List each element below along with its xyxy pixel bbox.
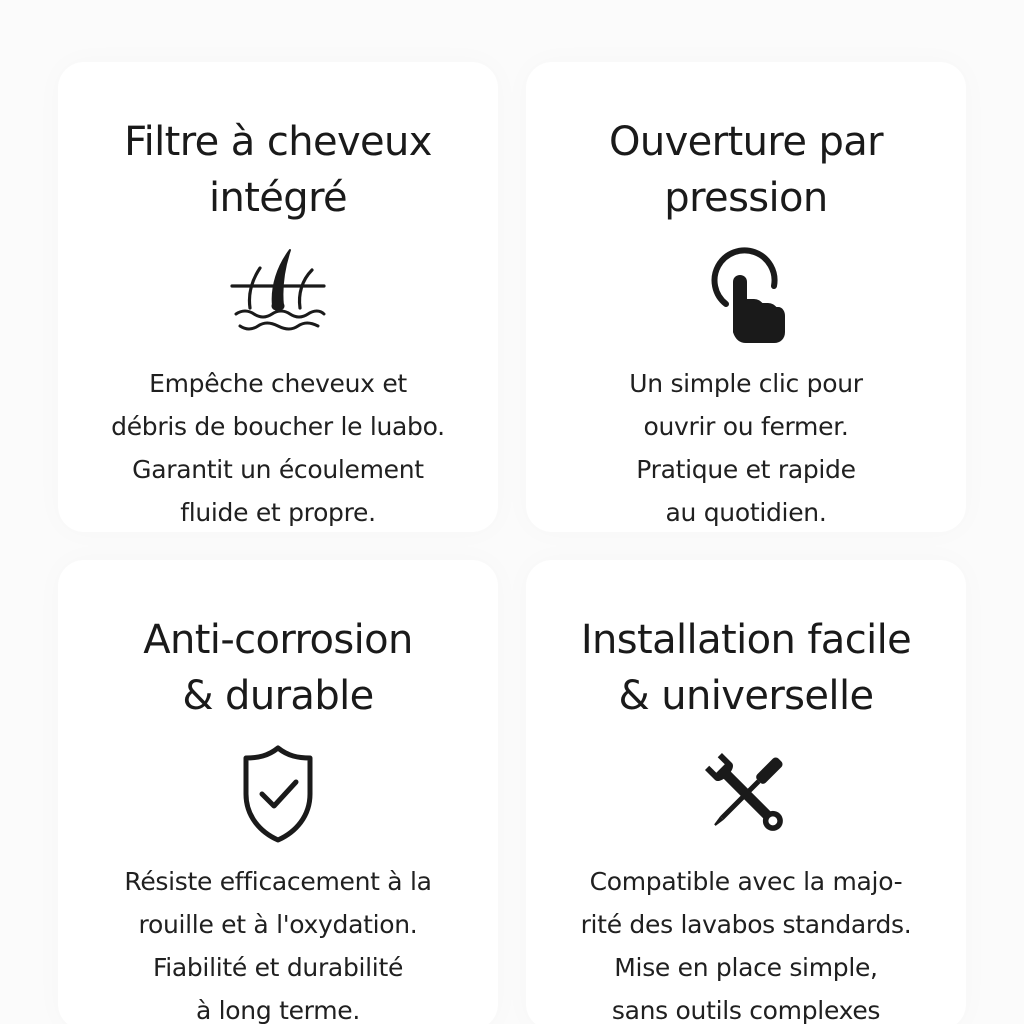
feature-title [58,612,498,724]
hair-filter-icon [228,246,328,346]
feature-title-line: Filtre à cheveux [124,119,432,165]
feature-title [526,612,966,724]
feature-desc-line: Compatible avec la majo- [589,867,903,896]
feature-desc-line: sans outils complexes [611,996,881,1024]
feature-card-press-open [526,62,966,532]
feature-title-line: & durable [182,673,374,719]
feature-title-line: pression [664,175,828,221]
feature-title-line: intégré [208,175,348,221]
feature-card-easy-install [526,560,966,1024]
feature-desc-line: rité des lavabos standards. [580,910,912,939]
feature-description [526,860,966,1024]
feature-desc-line: Fiabilité et durabilité [152,953,404,982]
feature-title-line: Ouverture par [608,119,884,165]
feature-desc-line: Garantit un écoulement [132,455,424,484]
feature-description [58,362,498,534]
feature-title [58,114,498,226]
feature-desc-line: débris de boucher le luabo. [111,412,445,441]
press-finger-icon [696,246,796,346]
feature-desc-line: Mise en place simple, [614,953,878,982]
feature-description [58,860,498,1024]
feature-desc-line: Empêche cheveux et [149,369,407,398]
feature-desc-line: ouvrir ou fermer. [643,412,849,441]
feature-desc-line: fluide et propre. [180,498,376,527]
feature-desc-line: Résiste efficacement à la [124,867,432,896]
feature-desc-line: rouille et à l'oxydation. [138,910,418,939]
feature-title-line: & universelle [618,673,874,719]
feature-title-line: Installation facile [580,617,912,663]
shield-check-icon [228,744,328,844]
feature-desc-line: Pratique et rapide [636,455,856,484]
feature-desc-line: à long terme. [196,996,360,1024]
feature-card-anti-corrosion [58,560,498,1024]
tools-icon [696,744,796,844]
feature-description [526,362,966,534]
feature-title [526,114,966,226]
feature-desc-line: au quotidien. [665,498,827,527]
feature-card-hair-filter [58,62,498,532]
feature-title-line: Anti-corrosion [143,617,413,663]
feature-desc-line: Un simple clic pour [629,369,863,398]
